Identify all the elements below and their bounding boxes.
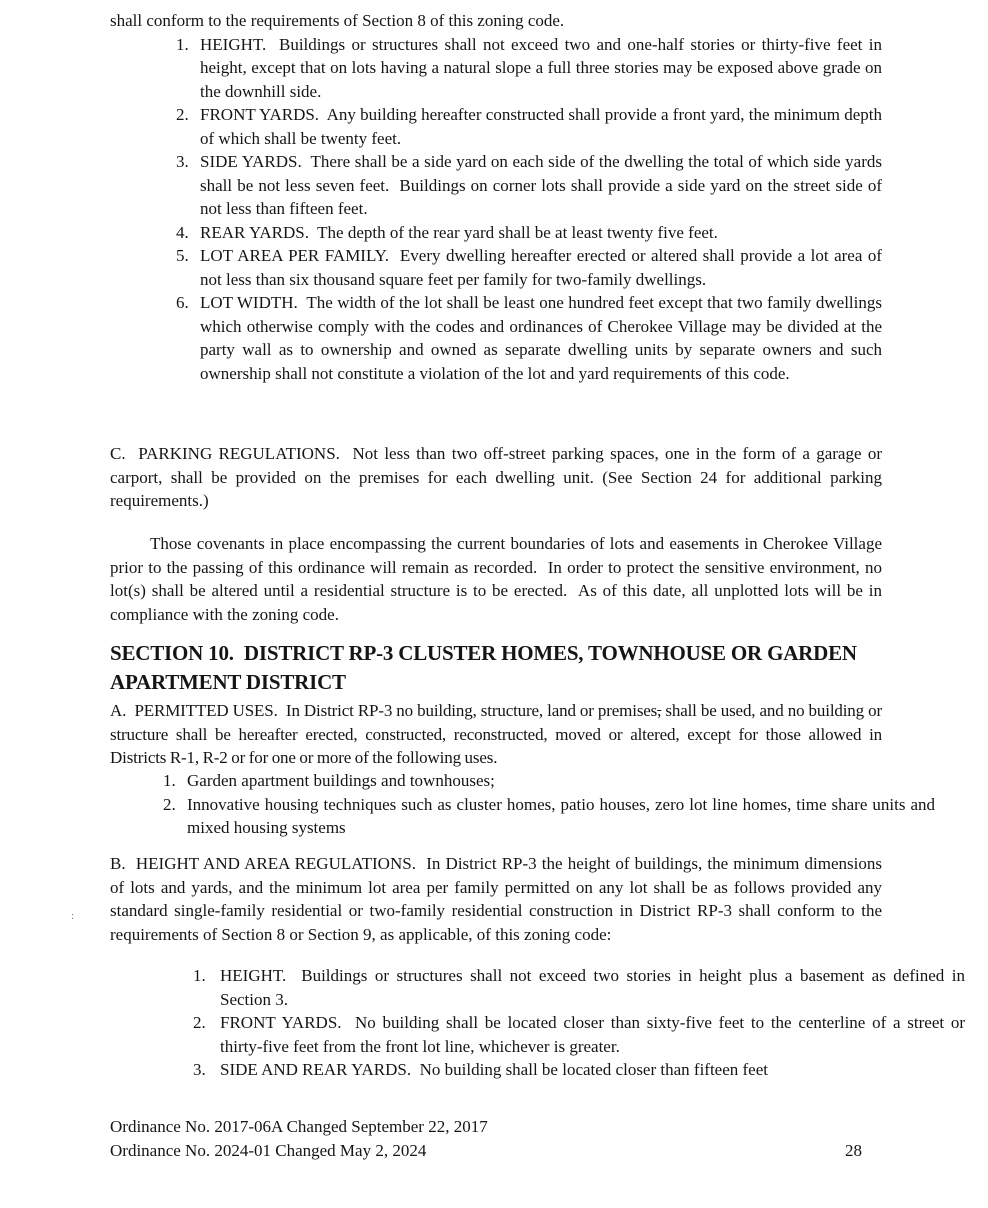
permitted-uses-text-pre: A. PERMITTED USES. In District RP-3 no building, structure, land or premises bbox=[110, 701, 658, 720]
list-item-text: LOT WIDTH. The width of the lot shall be least one hundred feet except that two family dwellings which otherwise comply with the codes and ordinances of Cherokee Village may be divided at the party wall as to ownership and owned as separate dwelling units by separate owners and such ownership shall not constitute a violation of the lot and yard requirements of this code. bbox=[200, 293, 887, 383]
list-item-number: 2. bbox=[176, 105, 189, 124]
list-item-height bbox=[193, 964, 970, 1011]
list-item-number: 1. bbox=[163, 771, 176, 790]
page-footer bbox=[110, 1115, 882, 1162]
footer-second-row bbox=[110, 1139, 882, 1163]
section9-numbered-list bbox=[110, 33, 887, 386]
list-item-text: SIDE AND REAR YARDS. No building shall be located closer than fifteen feet bbox=[220, 1060, 768, 1079]
list-item-lot-width bbox=[176, 291, 887, 385]
list-item-rear-yards bbox=[176, 221, 882, 245]
list-item-lot-area bbox=[176, 244, 887, 291]
ordinance-line-1: Ordinance No. 2017-06A Changed September 22, 2017 bbox=[110, 1117, 488, 1136]
list-item-text: FRONT YARDS. Any building hereafter constructed shall provide a front yard, the minimum depth of which shall be twenty feet. bbox=[200, 105, 887, 148]
list-item-text: HEIGHT. Buildings or structures shall not exceed two stories in height plus a basement as defined in Section 3. bbox=[220, 966, 970, 1009]
list-item-text: SIDE YARDS. There shall be a side yard on each side of the dwelling the total of which side yards shall be not less seven feet. Buildings on corner lots shall provide a side yard on the street side of not less than fifteen feet. bbox=[200, 152, 887, 218]
continuation-line: shall conform to the requirements of Section 8 of this zoning code. bbox=[110, 11, 565, 30]
list-item-text: Innovative housing techniques such as cluster homes, patio houses, zero lot line homes, time share units and mixed housing systems bbox=[187, 794, 940, 837]
permitted-uses-list bbox=[110, 769, 940, 840]
ordinance-line-2: Ordinance No. 2024-01 Changed May 2, 2024 bbox=[110, 1140, 427, 1160]
scan-artifact-mark: : bbox=[71, 910, 75, 922]
list-item-number: 1. bbox=[176, 34, 189, 54]
height-area-regulations-paragraph: B. HEIGHT AND AREA REGULATIONS. In District RP-3 the height of buildings, the minimum dimensions of lots and yards, and the minimum lot area per family permitted on any lot shall be as follows provided any standard single-family residential or two-family residential construction in District RP-3 shall conform to the requirements of Section 8 or Section 9, as applicable, of this zoning code: bbox=[110, 854, 887, 944]
list-item-number: 2. bbox=[163, 794, 176, 814]
list-item-front-yards bbox=[193, 1011, 970, 1058]
parking-regulations-paragraph: C. PARKING REGULATIONS. Not less than two off-street parking spaces, one in the form of a garage or carport, shall be provided on the premises for each dwelling unit. (See Section 24 for additional parking requirements.) bbox=[110, 444, 887, 510]
list-item-text: HEIGHT. Buildings or structures shall not exceed two and one-half stories or thirty-five feet in height, except that on lots having a natural slope a full three stories may be exposed above grade on the downhill side. bbox=[200, 34, 887, 101]
list-item-text: FRONT YARDS. No building shall be located closer than sixty-five feet to the centerline of a street or thirty-five feet from the front lot line, whichever is greater. bbox=[220, 1013, 970, 1056]
list-item-side-yards bbox=[176, 150, 887, 221]
permitted-uses-paragraph bbox=[110, 699, 886, 770]
page-number: 28 bbox=[845, 1140, 862, 1160]
list-item-height bbox=[176, 33, 887, 104]
list-item-front-yards bbox=[176, 103, 887, 150]
section10-heading: SECTION 10. DISTRICT RP-3 CLUSTER HOMES, TOWNHOUSE OR GARDEN APARTMENT DISTRICT bbox=[110, 641, 861, 694]
height-area-regulations-list bbox=[110, 964, 970, 1082]
list-item-side-rear-yards bbox=[193, 1058, 965, 1082]
section9-area-regulations bbox=[110, 9, 887, 385]
list-item-garden-apartments bbox=[163, 769, 935, 793]
permitted-uses-text-post: shall be used, and no building or structure shall be hereafter erected, constructed, reconstructed, moved or altered, except for those allowed in Districts R-1, R-2 or for one or more of the following uses. bbox=[110, 701, 886, 767]
struck-comma: , bbox=[657, 701, 662, 720]
list-item-number: 6. bbox=[176, 293, 189, 312]
footer-spacer bbox=[426, 1139, 845, 1163]
list-item-number: 2. bbox=[193, 1013, 206, 1032]
list-item-number: 1. bbox=[193, 966, 206, 985]
list-item-number: 3. bbox=[193, 1060, 206, 1079]
list-item-text: Garden apartment buildings and townhouses; bbox=[187, 771, 495, 790]
list-item-number: 3. bbox=[176, 152, 189, 171]
covenants-paragraph: Those covenants in place encompassing the current boundaries of lots and easements in Cherokee Village prior to the passing of this ordinance will remain as recorded. In order to protect the sensitive environment, no lot(s) shall be altered until a residential structure is to be erected. As of this date, all unplotted lots will be in compliance with the zoning code. bbox=[110, 534, 887, 624]
list-item-text: LOT AREA PER FAMILY. Every dwelling hereafter erected or altered shall provide a lot area of not less than six thousand square feet per family for two-family dwellings. bbox=[200, 246, 887, 289]
list-item-text: REAR YARDS. The depth of the rear yard shall be at least twenty five feet. bbox=[200, 222, 718, 242]
list-item-number: 4. bbox=[176, 222, 189, 242]
list-item-innovative-housing bbox=[163, 793, 940, 840]
list-item-number: 5. bbox=[176, 246, 189, 265]
